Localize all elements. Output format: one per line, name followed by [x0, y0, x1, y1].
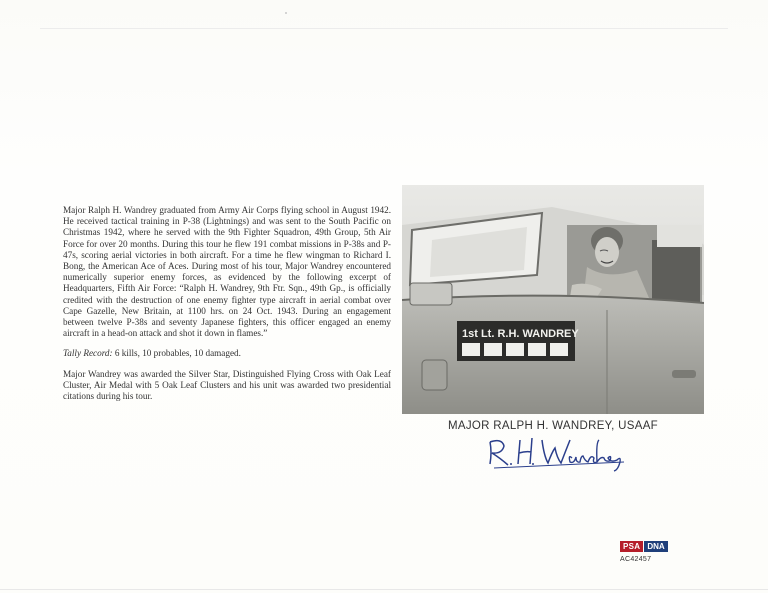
photo-illustration	[402, 185, 704, 414]
psa-label: PSA	[620, 541, 643, 552]
signature-ink	[484, 432, 634, 472]
dna-label: DNA	[644, 541, 667, 552]
authentication-sticker	[620, 540, 668, 563]
bio-paragraph-1: Major Ralph H. Wandrey graduated from Army Air Corps flying school in August 1942. He received tactical training in P-38 (Lightnings) and was sent to the South Pacific on Christmas 1942, where he served with the 9th Fighter Squadron, 49th Group, 5th Air Force for over 20 months. During this tour he flew 191 combat missions in P-38s and P-47s, scoring aerial victories in both aircraft. For a time he flew wingman to Richard I. Bong, the American Ace of Aces. During most of his tour, Major Wandrey encountered numerically superior enemy forces, as evidenced by the following excerpt of Headquarters, Fifth Air Force: “Ralph H. Wandrey, 9th Ftr. Sqn., 49th Gp., is officially credited with the destruction of one enemy fighter type aircraft in aerial combat over Cape Gazelle, New Britain, at 1100 hrs. on 24 Oct. 1943. During an engagement between twelve P-38s and seventy Japanese fighters, this officer engaged an enemy aircraft in a head-on attack and shot it down in flames.”	[63, 205, 391, 339]
nose-art-text: 1st Lt. R.H. WANDREY	[462, 328, 579, 340]
bio-paragraph-3: Major Wandrey was awarded the Silver Star, Distinguished Flying Cross with Oak Leaf Cluster, Air Medal with 5 Oak Leaf Clusters and his unit was awarded two presidential citations during his tour.	[63, 368, 391, 402]
victory-box-3	[506, 343, 524, 356]
psa-dna-logo	[620, 540, 668, 552]
tally-value: 6 kills, 10 probables, 10 damaged.	[112, 348, 241, 359]
step-handle	[672, 370, 696, 378]
victory-box-2	[484, 343, 502, 356]
pilot-cockpit-photo	[402, 185, 704, 414]
bio-tally-record	[63, 348, 391, 359]
rear-canopy	[657, 225, 702, 247]
tally-label: Tally Record:	[63, 348, 113, 359]
victory-box-1	[462, 343, 480, 356]
side-hatch	[410, 283, 452, 305]
page-edge-top	[40, 28, 728, 29]
autograph-signature	[484, 432, 634, 477]
victory-box-4	[528, 343, 546, 356]
access-panel	[422, 360, 447, 390]
paper-speck	[285, 12, 287, 14]
certificate-number: AC42457	[620, 556, 652, 563]
biography-text	[63, 205, 391, 411]
victory-box-5	[550, 343, 568, 356]
page-edge-bottom	[0, 589, 768, 590]
photo-caption: MAJOR RALPH H. WANDREY, USAAF	[448, 420, 658, 432]
